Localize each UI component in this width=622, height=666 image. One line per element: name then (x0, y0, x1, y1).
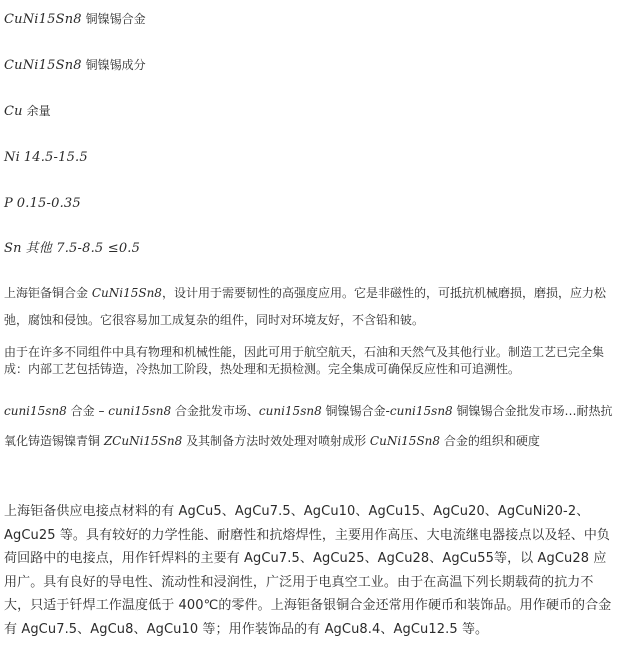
paragraph-links-text: 合金批发市场、 (171, 404, 259, 418)
paragraph-silver-copper (4, 500, 616, 641)
heading-alloy (4, 11, 146, 28)
composition-row-ni (4, 149, 88, 166)
alloy-model-code: CuNi15Sn8 (369, 434, 441, 448)
element-value: 0.15-0.35 (16, 196, 81, 211)
paragraph-intro (4, 280, 616, 334)
paragraph-intro-body: ，设计用于需要韧性的高强度应用。它是非磁性的，可抵抗机械磨损，磨损，应力松弛，腐蚀和侵蚀。它很容易加工成复杂的组件，同时对环境友好，不含铅和铍。 (4, 286, 606, 327)
heading-alloy-text: 铜镍锡合金 (85, 12, 146, 26)
alloy-model-code: CuNi15Sn8 (4, 58, 82, 73)
composition-row-p (4, 195, 81, 212)
paragraph-applications (4, 344, 616, 378)
paragraph-links (4, 396, 616, 456)
paragraph-links-text: 合金的组织和硬度 (440, 434, 540, 448)
composition-row-sn (4, 240, 140, 257)
paragraph-silver-copper-text: 上海钜备供应电接点材料的有 AgCu5、AgCu7.5、AgCu10、AgCu15、AgCu20、AgCuNi20-2、AgCu25 等。具有较好的力学性能、耐磨性和抗熔焊性，主要用作高压、大电流继电器接点以及轻、中负荷回路中的电接点，用作钎焊料的主要有 AgCu7.5、AgCu25、AgCu28、AgCu55等，以 AgCu28 应用广。具有良好的导电性、流动性和浸润性，广泛用于电真空工业。由于在高温下列长期载荷的抗力不大，只适于钎焊工作温度低于 400℃的零件。上海钜备银铜合金还常用作硬币和装饰品。用作硬币的合金有 AgCu7.5、AgCu8、AgCu10 等；用作装饰品的有 AgCu8.4、AgCu12.5 等。 (4, 504, 612, 637)
element-value: 余量 (26, 104, 51, 118)
heading-composition-text: 铜镍锡成分 (85, 58, 146, 72)
paragraph-links-text: 铜镍锡合金- (321, 404, 390, 418)
paragraph-applications-text: 由于在许多不同组件中具有物理和机械性能，因此可用于航空航天，石油和天然气及其他行业。制造工艺已完全集成：内部工艺包括铸造，冷热加工阶段，热处理和无损检测。完全集成可确保反应性和可追溯性。 (4, 345, 605, 376)
alloy-model-code: cuni15sn8 (4, 404, 67, 418)
element-symbol: Ni (4, 150, 20, 165)
alloy-model-code: cuni15sn8 (389, 404, 453, 418)
paragraph-links-text: 铜镍锡合金批发市场…耐热抗氧化铸造锡镍青铜 (4, 404, 613, 448)
paragraph-intro-lead: 上海钜备铜合金 (4, 286, 89, 300)
element-symbol: P (4, 196, 13, 211)
element-symbol: Cu (4, 104, 23, 119)
alloy-model-code: ZCuNi15Sn8 (103, 434, 183, 448)
heading-composition (4, 57, 146, 74)
paragraph-links-text: 合金 – (66, 404, 109, 418)
alloy-model-code: cuni15sn8 (258, 404, 322, 418)
element-symbol: Sn (4, 241, 22, 256)
alloy-model-code: CuNi15Sn8 (4, 12, 82, 27)
element-value: 14.5-15.5 (23, 150, 88, 165)
paragraph-links-text: 及其制备方法时效处理对喷射成形 (182, 434, 370, 448)
alloy-model-code: cuni15sn8 (108, 404, 172, 418)
element-value: 其他 7.5-8.5 ≤0.5 (25, 241, 141, 256)
composition-row-cu (4, 103, 51, 120)
alloy-model-code: CuNi15Sn8 (91, 286, 162, 300)
